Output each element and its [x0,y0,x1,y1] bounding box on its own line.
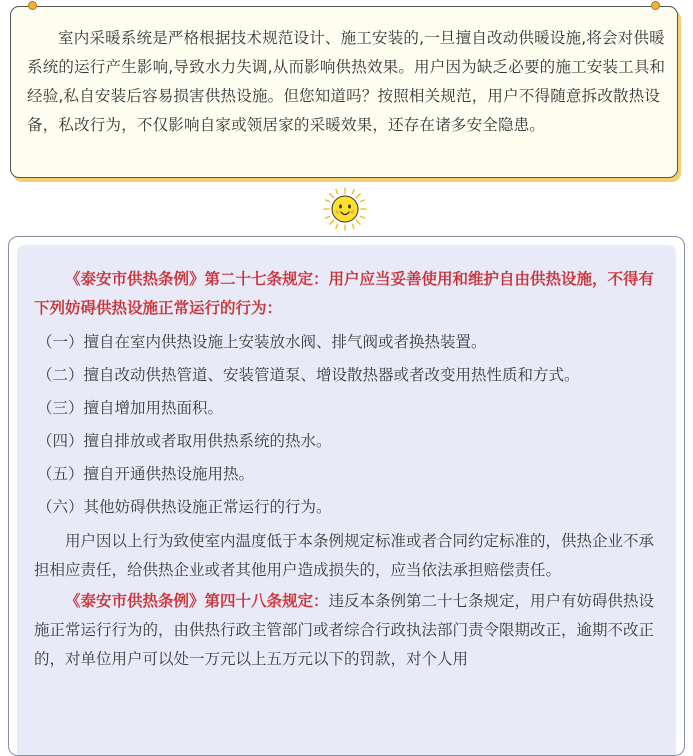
regulation-text [34,265,664,674]
regulation-card [8,236,685,756]
list-item: （三）擅自增加用热面积。 [37,399,224,417]
intro-card [10,6,678,178]
list-item: （六）其他妨碍供热设施正常运行的行为。 [37,498,332,516]
smiling-sun-icon [322,186,368,232]
article-48-paragraph [34,587,664,674]
article-48-body: 违反本条例第二十七条规定，用户有妨碍供热设施正常运行行为的，由供热行政主管部门或者综合行政执法部门责令限期改正，逾期不改正的，对单位用户可以处一万元以上五万元以下的罚款，对个人用 [34,592,655,668]
regulation-panel [17,245,676,755]
article-27-consequence: 用户因以上行为致使室内温度低于本条例规定标准或者合同约定标准的，供热企业不承担相应责任，给供热企业或者其他用户造成损失的，应当依法承担赔偿责任。 [34,532,655,579]
list-item: （二）擅自改动供热管道、安装管道泵、增设散热器或者改变用热性质和方式。 [37,366,580,384]
article-27-heading: 《泰安市供热条例》第二十七条规定：用户应当妥善使用和维护自由供热设施，不得有下列妨碍供热设施正常运行的行为： [34,270,655,317]
card-pin-left-icon [28,1,37,10]
list-item: （一）擅自在室内供热设施上安装放水阀、排气阀或者换热装置。 [37,333,487,351]
card-pin-right-icon [651,1,660,10]
article-48-heading: 《泰安市供热条例》第四十八条规定： [65,592,329,610]
list-item: （五）擅自开通供热设施用热。 [37,465,255,483]
list-item: （四）擅自排放或者取用供热系统的热水。 [37,432,332,450]
intro-paragraph: 室内采暖系统是严格根据技术规范设计、施工安装的,一旦擅自改动供暖设施,将会对供暖系统的运行产生影响,导致水力失调,从而影响供热效果。用户因为缺乏必要的施工安装工具和经验,私自安装后容易损害供热设施。但您知道吗？按照相关规范，用户不得随意拆改散热设备，私改行为，不仅影响自家或领居家的采暖效果，还存在诸多安全隐患。 [27,29,666,134]
